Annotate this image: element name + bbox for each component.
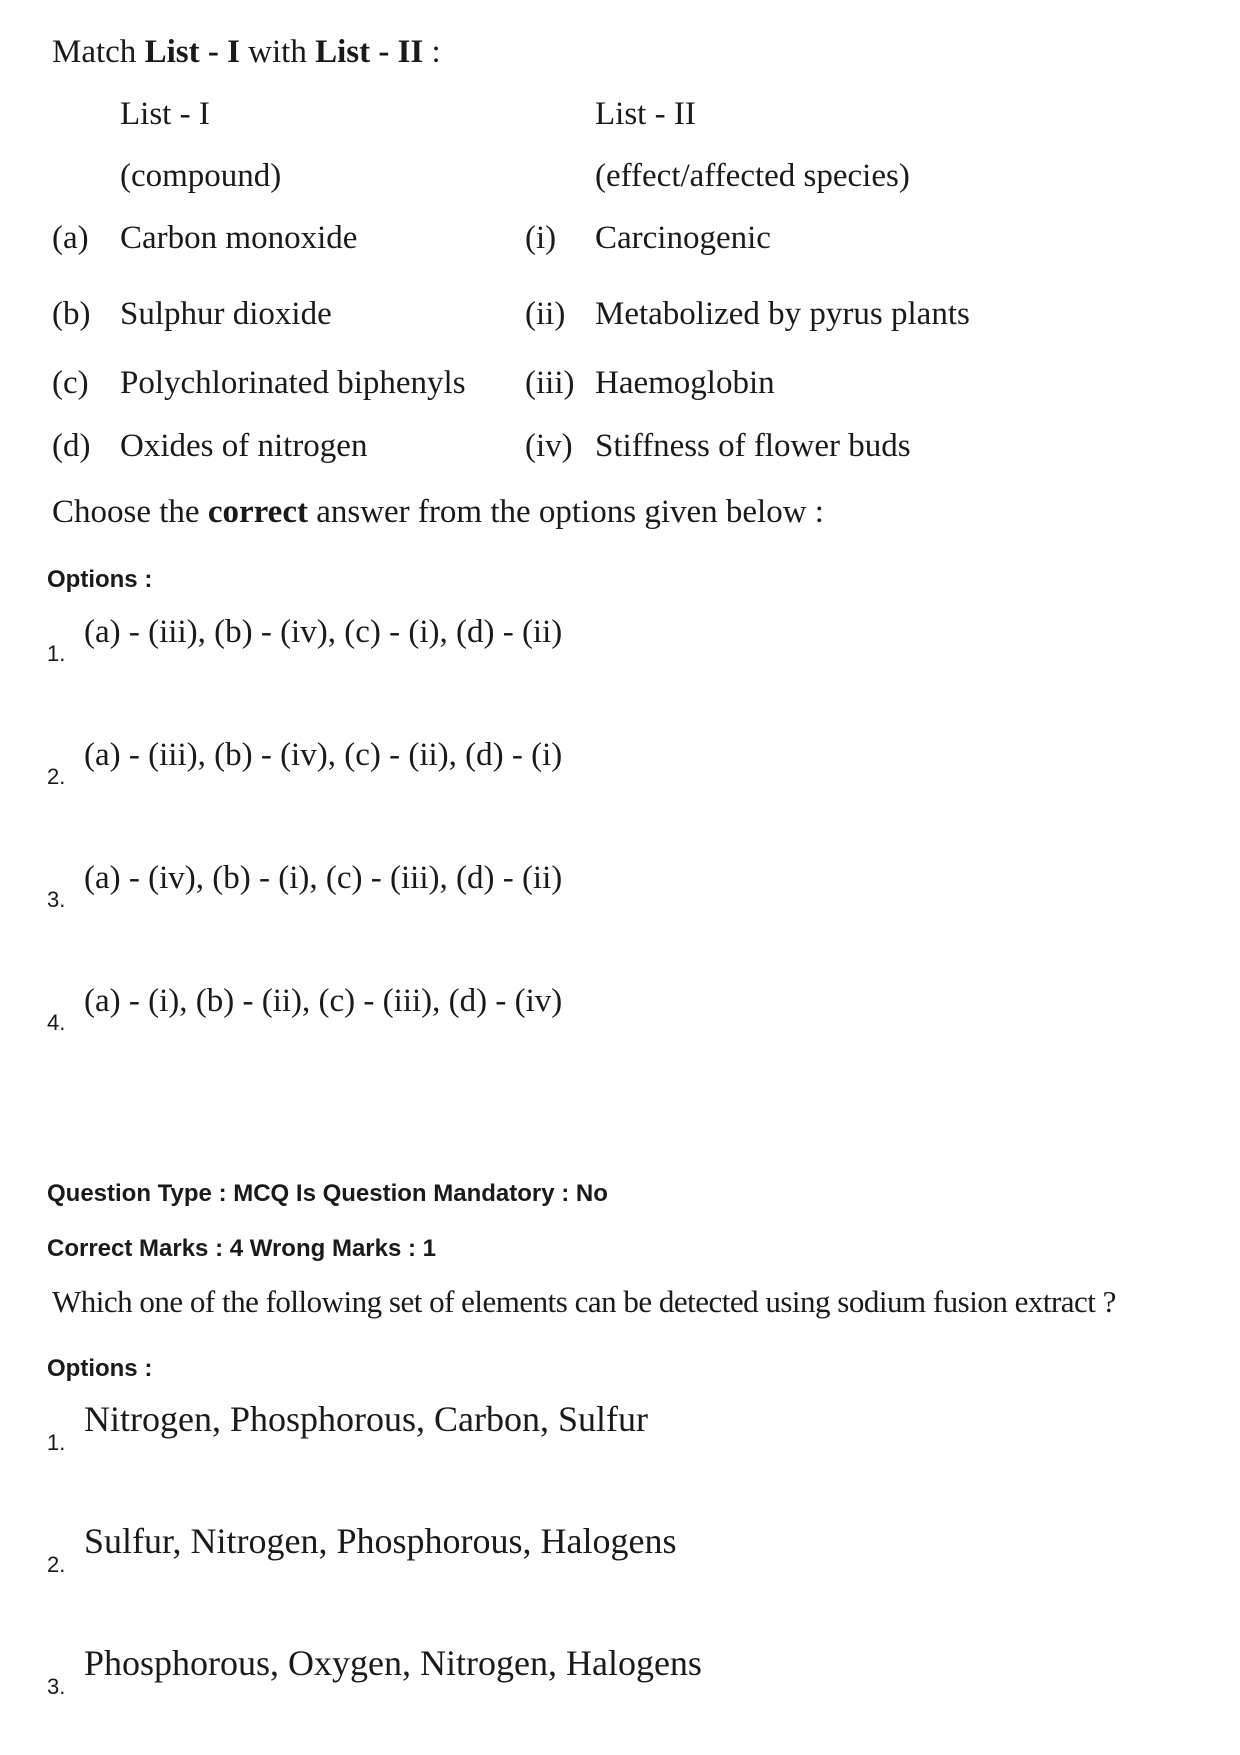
list-1-item-text: Polychlorinated biphenyls <box>120 365 466 401</box>
list-1-item-label: (d) <box>52 428 91 464</box>
list-1-item-label: (b) <box>52 296 91 332</box>
list-2-item-text: Metabolized by pyrus plants <box>595 296 970 332</box>
option-number: 3. <box>47 1674 66 1699</box>
marks-line: Correct Marks : 4 Wrong Marks : 1 <box>47 1235 437 1262</box>
options-label: Options : <box>47 1355 153 1382</box>
list-2-item-label: (iii) <box>525 365 575 401</box>
option-text: Phosphorous, Oxygen, Nitrogen, Halogens <box>84 1643 702 1683</box>
list-2-item-label: (iv) <box>525 428 573 464</box>
option-number: 1. <box>47 641 66 666</box>
option-number: 2. <box>47 1552 66 1577</box>
list-1-header: List - I <box>120 96 210 132</box>
choose-instruction: Choose the correct answer from the options given below : <box>52 494 824 530</box>
list-2-item-text: Haemoglobin <box>595 365 775 401</box>
options-label: Options : <box>47 566 153 593</box>
option-number: 3. <box>47 887 66 912</box>
list-1-item-text: Sulphur dioxide <box>120 296 332 332</box>
option-text: (a) - (iii), (b) - (iv), (c) - (ii), (d) - (i) <box>84 737 563 773</box>
question-type-line: Question Type : MCQ Is Question Mandatory : No <box>47 1180 608 1207</box>
list-1-subheader: (compound) <box>120 158 282 194</box>
list-2-item-label: (i) <box>525 220 557 256</box>
list-1-item-label: (a) <box>52 220 89 256</box>
option-text: (a) - (i), (b) - (ii), (c) - (iii), (d) - (iv) <box>84 983 563 1019</box>
list-1-item-text: Oxides of nitrogen <box>120 428 368 464</box>
list-1-item-label: (c) <box>52 365 89 401</box>
question-1-title: Match List - I with List - II : <box>52 34 441 70</box>
list-2-subheader: (effect/affected species) <box>595 158 910 194</box>
option-text: Nitrogen, Phosphorous, Carbon, Sulfur <box>84 1399 648 1439</box>
option-text: (a) - (iii), (b) - (iv), (c) - (i), (d) - (ii) <box>84 614 563 650</box>
list-2-header: List - II <box>595 96 696 132</box>
list-2-item-text: Carcinogenic <box>595 220 771 256</box>
list-2-item-text: Stiffness of flower buds <box>595 428 911 464</box>
option-text: Sulfur, Nitrogen, Phosphorous, Halogens <box>84 1521 677 1561</box>
option-number: 4. <box>47 1010 66 1035</box>
option-number: 2. <box>47 764 66 789</box>
list-1-item-text: Carbon monoxide <box>120 220 358 256</box>
list-2-item-label: (ii) <box>525 296 566 332</box>
option-text: (a) - (iv), (b) - (i), (c) - (iii), (d) - (ii) <box>84 860 563 896</box>
option-number: 1. <box>47 1430 66 1455</box>
question-2-text: Which one of the following set of elements can be detected using sodium fusion extract ? <box>52 1284 1116 1319</box>
